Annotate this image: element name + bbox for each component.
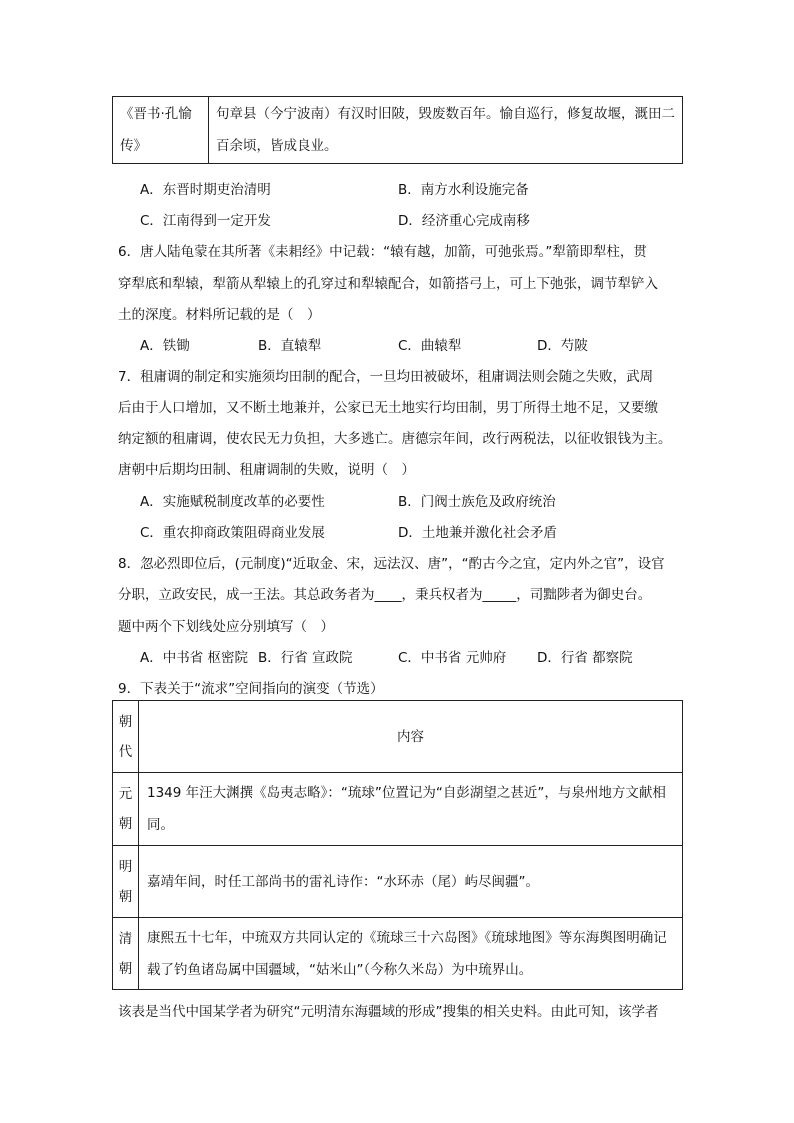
table-row <box>113 918 683 990</box>
option-c: C．中书省 元帅府 <box>398 650 507 666</box>
option-c: C．重农抑商政策阻碍商业发展 <box>140 525 325 541</box>
question-6-line-2: 穿犁底和犁辕，犁箭从犁辕上的孔穿过和犁辕配合，如箭搭弓上，可上下弛张，调节犁铲入 <box>118 276 658 292</box>
row-content: 1349 年汪大渊撰《岛夷志略》：“琉球”位置记为“自彭湖望之甚近”，与泉州地方文献相同。 <box>139 773 683 846</box>
option-d: D．芍陂 <box>537 338 588 354</box>
row-dynasty: 清朝 <box>113 918 139 990</box>
row-content: 康熙五十七年，中琉双方共同认定的《琉球三十六岛图》《琉球地图》等东海舆图明确记载了钓鱼诸岛属中国疆域，“姑米山”（今称久米岛）为中琉界山。 <box>139 918 683 990</box>
option-c: C．曲辕犁 <box>398 338 462 354</box>
table-row <box>113 846 683 918</box>
header-content: 内容 <box>139 701 683 773</box>
option-b: B．直辕犁 <box>258 338 322 354</box>
option-a: A．实施赋税制度改革的必要性 <box>140 494 325 510</box>
question-7-line-1: 7．租庸调的制定和实施须均田制的配合，一旦均田被破坏，租庸调法则会随之失败，武周 <box>118 369 654 385</box>
question-8-line-1: 8．忽必烈即位后，(元制度)“近取金、宋，远法汉、唐”，“酌古今之宜，定内外之官”，设官 <box>118 556 665 572</box>
source-table <box>112 96 683 164</box>
question-8-line-2: 分职，立政安民，成一王法。其总政务者为____，秉兵权者为_____，司黜陟者为御史台。 <box>118 587 652 603</box>
option-a: A．东晋时期吏治清明 <box>140 182 271 198</box>
question-8-line-3: 题中两个下划线处应分别填写（ ） <box>118 619 334 635</box>
header-dynasty: 朝代 <box>113 701 139 773</box>
question-6-line-1: 6．唐人陆龟蒙在其所著《耒耜经》中记载：“辕有越，加箭，可弛张焉。”犁箭即犁柱，贯 <box>118 244 647 260</box>
option-a: A．铁锄 <box>140 338 190 354</box>
table-header-row <box>113 701 683 773</box>
source-cell: 《晋书·孔愉传》 <box>113 97 209 164</box>
option-a: A．中书省 枢密院 <box>140 650 249 666</box>
row-content: 嘉靖年间，时任工部尚书的雷礼诗作：“水环赤（尾）屿尽闽疆”。 <box>139 846 683 918</box>
option-d: D．行省 都察院 <box>537 650 633 666</box>
table-row <box>113 773 683 846</box>
question-9-stem: 9．下表关于“流求”空间指向的演变（节选） <box>118 681 384 697</box>
option-d: D．土地兼并激化社会矛盾 <box>398 525 557 541</box>
question-7-line-2: 后由于人口增加，又不断土地兼并，公家已无土地实行均田制，男丁所得土地不足，又要缴 <box>118 400 658 416</box>
option-b: B．门阀士族危及政府统治 <box>398 494 556 510</box>
question-9-followup: 该表是当代中国某学者为研究“元明清东海疆域的形成”搜集的相关史料。由此可知，该学者 <box>118 1004 659 1020</box>
row-dynasty: 元朝 <box>113 773 139 846</box>
option-b: B．南方水利设施完备 <box>398 182 529 198</box>
row-dynasty: 明朝 <box>113 846 139 918</box>
text-cell: 句章县（今宁波南）有汉时旧陂，毁废数百年。愉自巡行，修复故堰，溉田二百余顷，皆成良业。 <box>209 97 683 164</box>
question-7-line-4: 唐朝中后期均田制、租庸调制的失败，说明（ ） <box>118 462 415 478</box>
table-row <box>113 97 683 164</box>
option-b: B．行省 宣政院 <box>258 650 353 666</box>
question-6-line-3: 土的深度。材料所记载的是（ ） <box>118 307 321 323</box>
option-c: C．江南得到一定开发 <box>140 213 271 229</box>
option-d: D．经济重心完成南移 <box>398 213 530 229</box>
question-7-line-3: 纳定额的租庸调，使农民无力负担，大多逃亡。唐德宗年间，改行两税法，以征收银钱为主。 <box>118 431 672 447</box>
liuqiu-table <box>112 700 683 990</box>
